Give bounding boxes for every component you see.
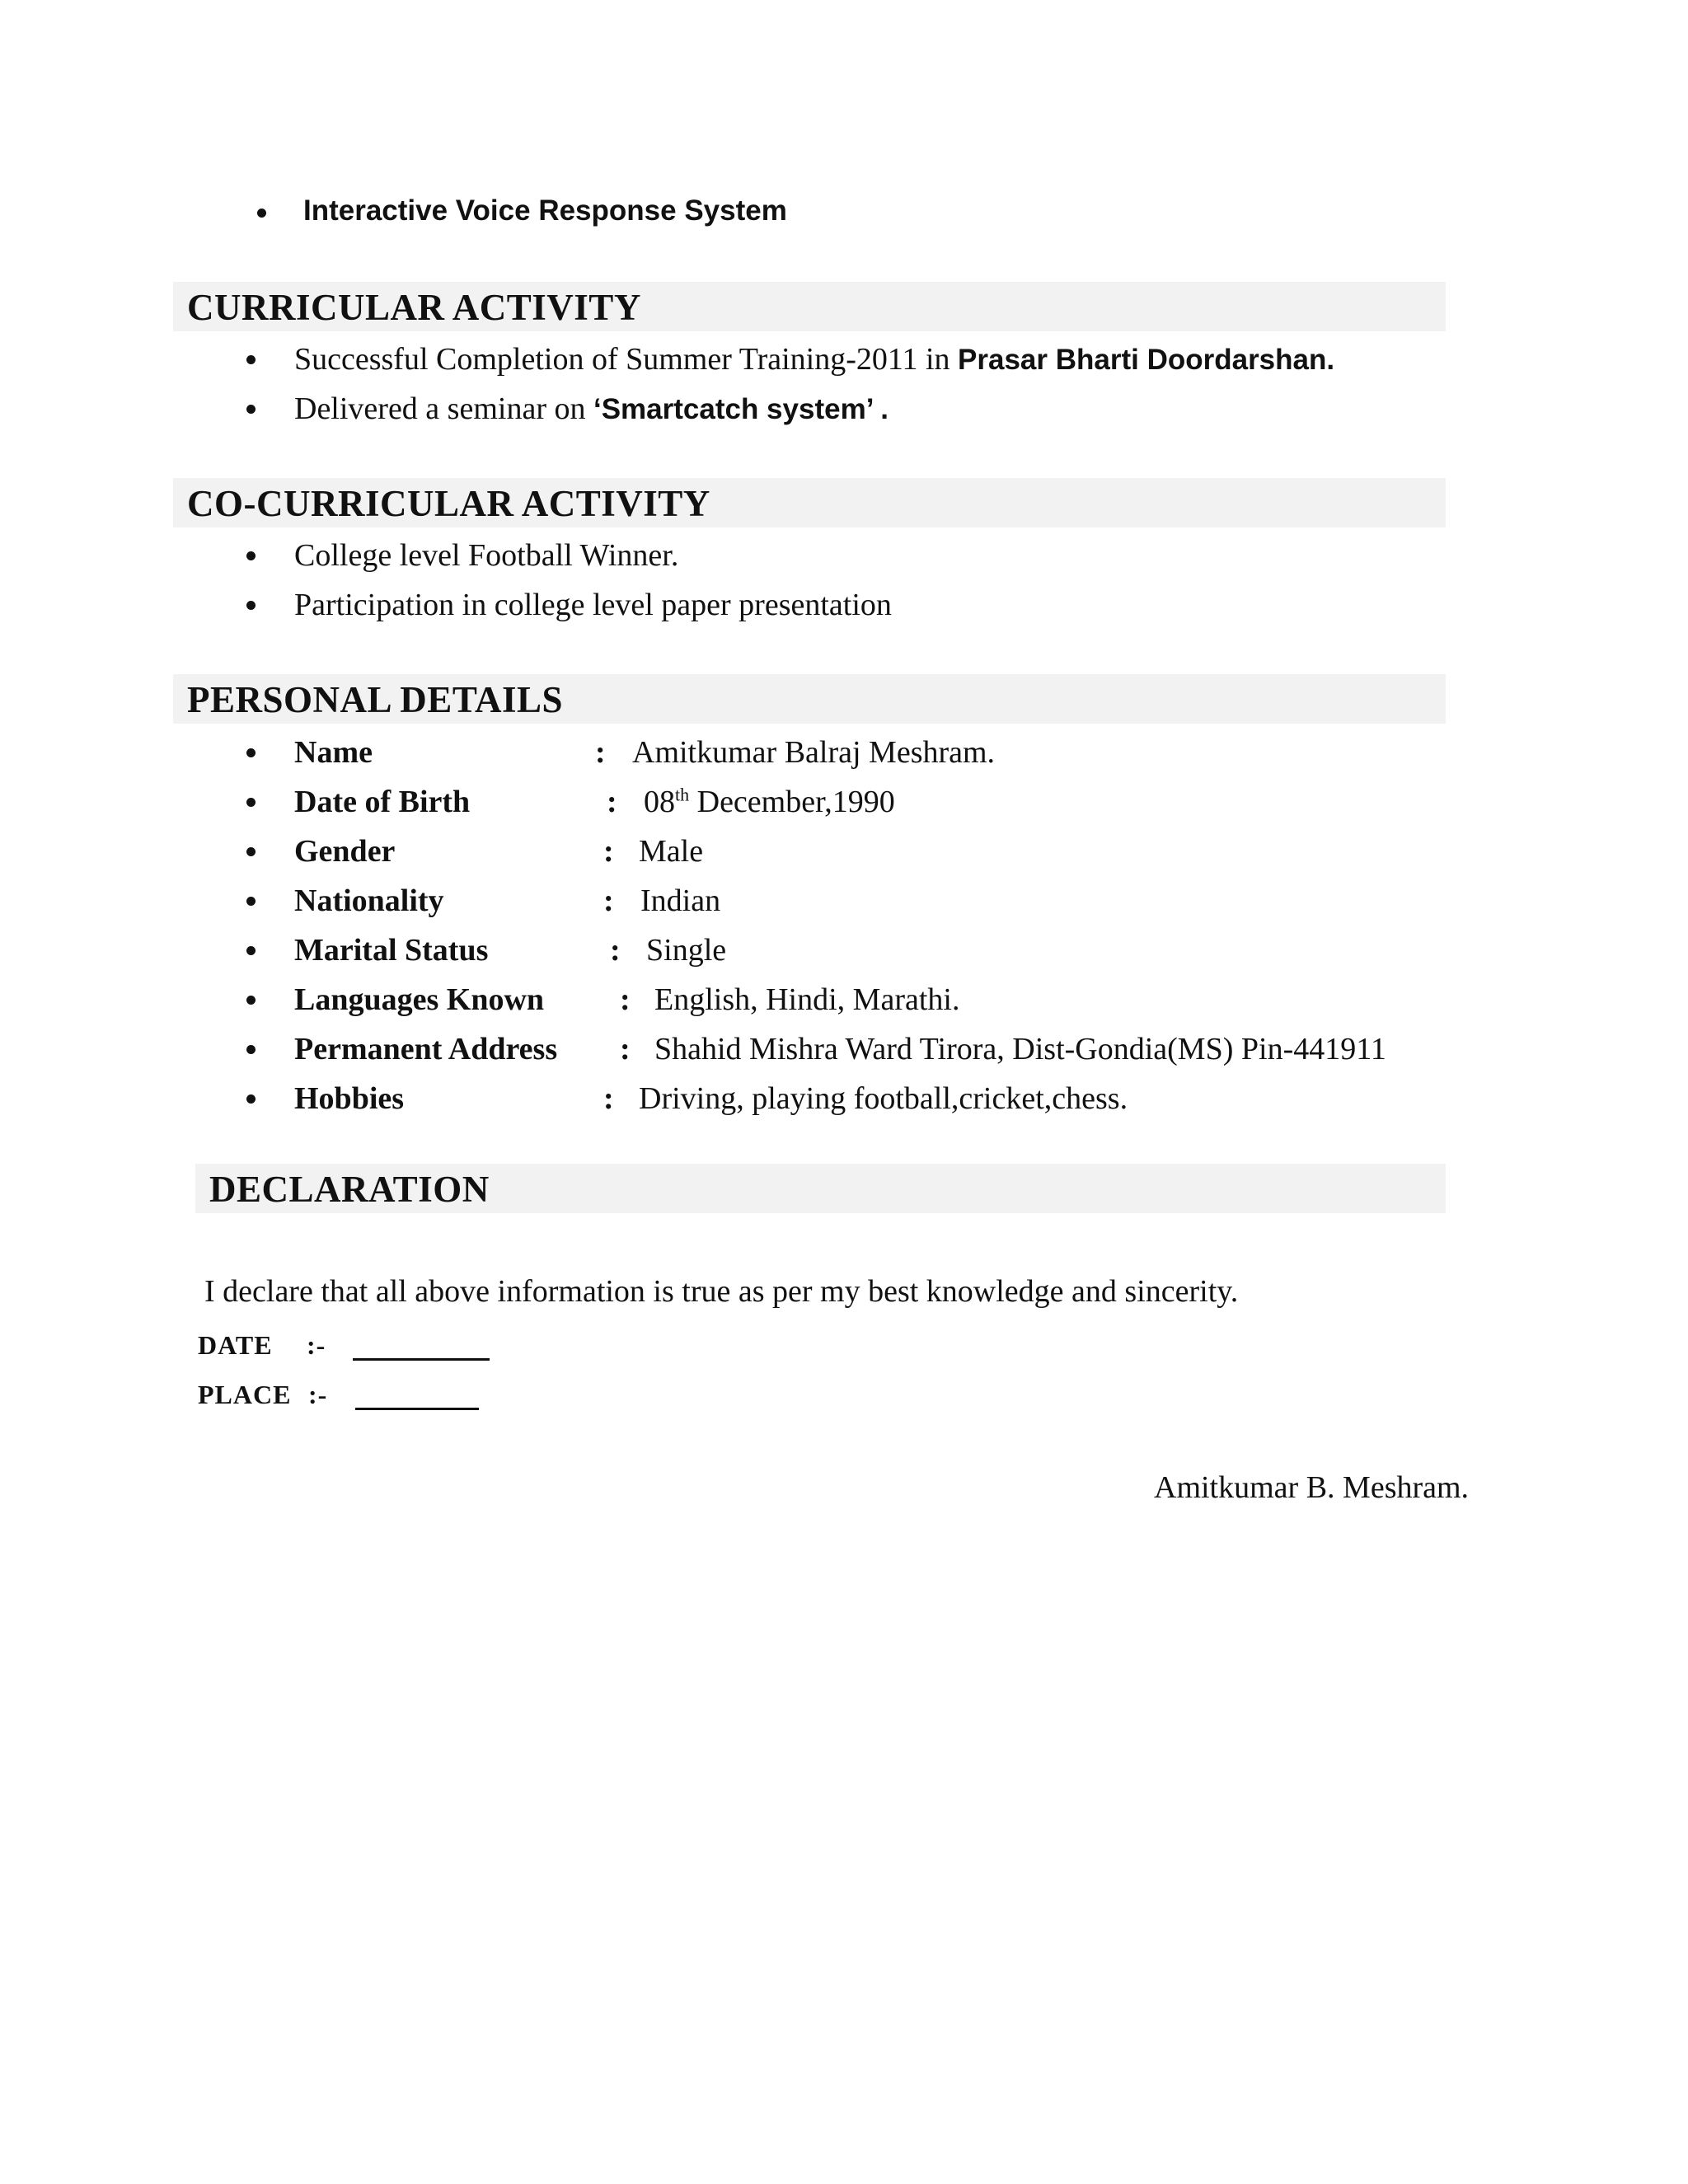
- bullet-icon: [246, 1045, 256, 1054]
- detail-label-hobbies: Hobbies: [294, 1081, 405, 1116]
- dob-suffix: th: [675, 784, 690, 805]
- detail-label-marital-status: Marital Status: [294, 933, 489, 968]
- detail-value-address: Shahid Mishra Ward Tirora, Dist-Gondia(MS) Pin-441911: [654, 1032, 1386, 1066]
- bullet-icon: [246, 847, 256, 856]
- detail-value-hobbies: Driving, playing football,cricket,chess.: [639, 1081, 1128, 1116]
- curricular-item-text: Delivered a seminar on: [294, 391, 593, 426]
- bullet-icon: [246, 748, 256, 757]
- detail-label-name: Name: [294, 735, 373, 770]
- co-curricular-heading: CO-CURRICULAR ACTIVITY: [187, 483, 710, 524]
- curricular-item-emphasis: Prasar Bharti Doordarshan.: [958, 344, 1335, 376]
- detail-value-gender: Male: [639, 834, 704, 869]
- detail-colon: :: [603, 1081, 614, 1116]
- dob-rest: December,1990: [689, 785, 895, 819]
- detail-colon: :: [620, 982, 631, 1017]
- detail-value-nationality: Indian: [640, 883, 721, 918]
- bullet-icon: [246, 897, 256, 906]
- co-curricular-item: College level Football Winner.: [294, 538, 679, 573]
- place-separator: :-: [308, 1380, 328, 1409]
- detail-colon: :: [603, 834, 614, 869]
- detail-colon: :: [610, 933, 621, 968]
- detail-label-address: Permanent Address: [294, 1032, 558, 1066]
- detail-value-languages: English, Hindi, Marathi.: [654, 982, 960, 1017]
- dob-day: 08: [644, 785, 675, 819]
- bullet-icon: [246, 798, 256, 807]
- detail-colon: :: [595, 735, 606, 770]
- detail-value-name: Amitkumar Balraj Meshram.: [632, 735, 996, 770]
- bullet-icon: [246, 355, 256, 364]
- detail-colon: :: [620, 1032, 631, 1066]
- bullet-icon: [246, 405, 256, 414]
- curricular-item-text: Successful Completion of Summer Training-2011 in: [294, 342, 959, 377]
- place-label: PLACE: [198, 1380, 292, 1409]
- top-item-text: Interactive Voice Response System: [303, 194, 787, 227]
- signature-name: Amitkumar B. Meshram.: [1154, 1470, 1470, 1505]
- bullet-icon: [246, 551, 256, 560]
- detail-label-languages: Languages Known: [294, 982, 545, 1017]
- bullet-icon: [246, 996, 256, 1005]
- date-separator: :-: [307, 1330, 326, 1360]
- curricular-item: [294, 391, 889, 427]
- curricular-item-emphasis: ‘Smartcatch system’ .: [593, 393, 889, 425]
- detail-label-dob: Date of Birth: [294, 785, 471, 819]
- date-label: DATE: [198, 1330, 273, 1360]
- declaration-text: I declare that all above information is true as per my best knowledge and sincerity.: [204, 1274, 1239, 1309]
- declaration-heading: DECLARATION: [209, 1169, 490, 1210]
- curricular-heading: CURRICULAR ACTIVITY: [187, 287, 641, 328]
- bullet-icon: [257, 209, 266, 218]
- personal-heading: PERSONAL DETAILS: [187, 679, 564, 720]
- detail-value-marital-status: Single: [646, 933, 727, 968]
- detail-label-nationality: Nationality: [294, 883, 444, 918]
- detail-colon: :: [607, 785, 617, 819]
- bullet-icon: [246, 946, 256, 955]
- place-blank-line: [355, 1408, 479, 1410]
- date-blank-line: [353, 1358, 490, 1361]
- detail-colon: :: [603, 883, 614, 918]
- detail-label-gender: Gender: [294, 834, 396, 869]
- curricular-item: [294, 341, 1334, 377]
- bullet-icon: [246, 1094, 256, 1104]
- bullet-icon: [246, 601, 256, 610]
- co-curricular-item: Participation in college level paper presentation: [294, 588, 892, 622]
- detail-value-dob: [644, 784, 895, 820]
